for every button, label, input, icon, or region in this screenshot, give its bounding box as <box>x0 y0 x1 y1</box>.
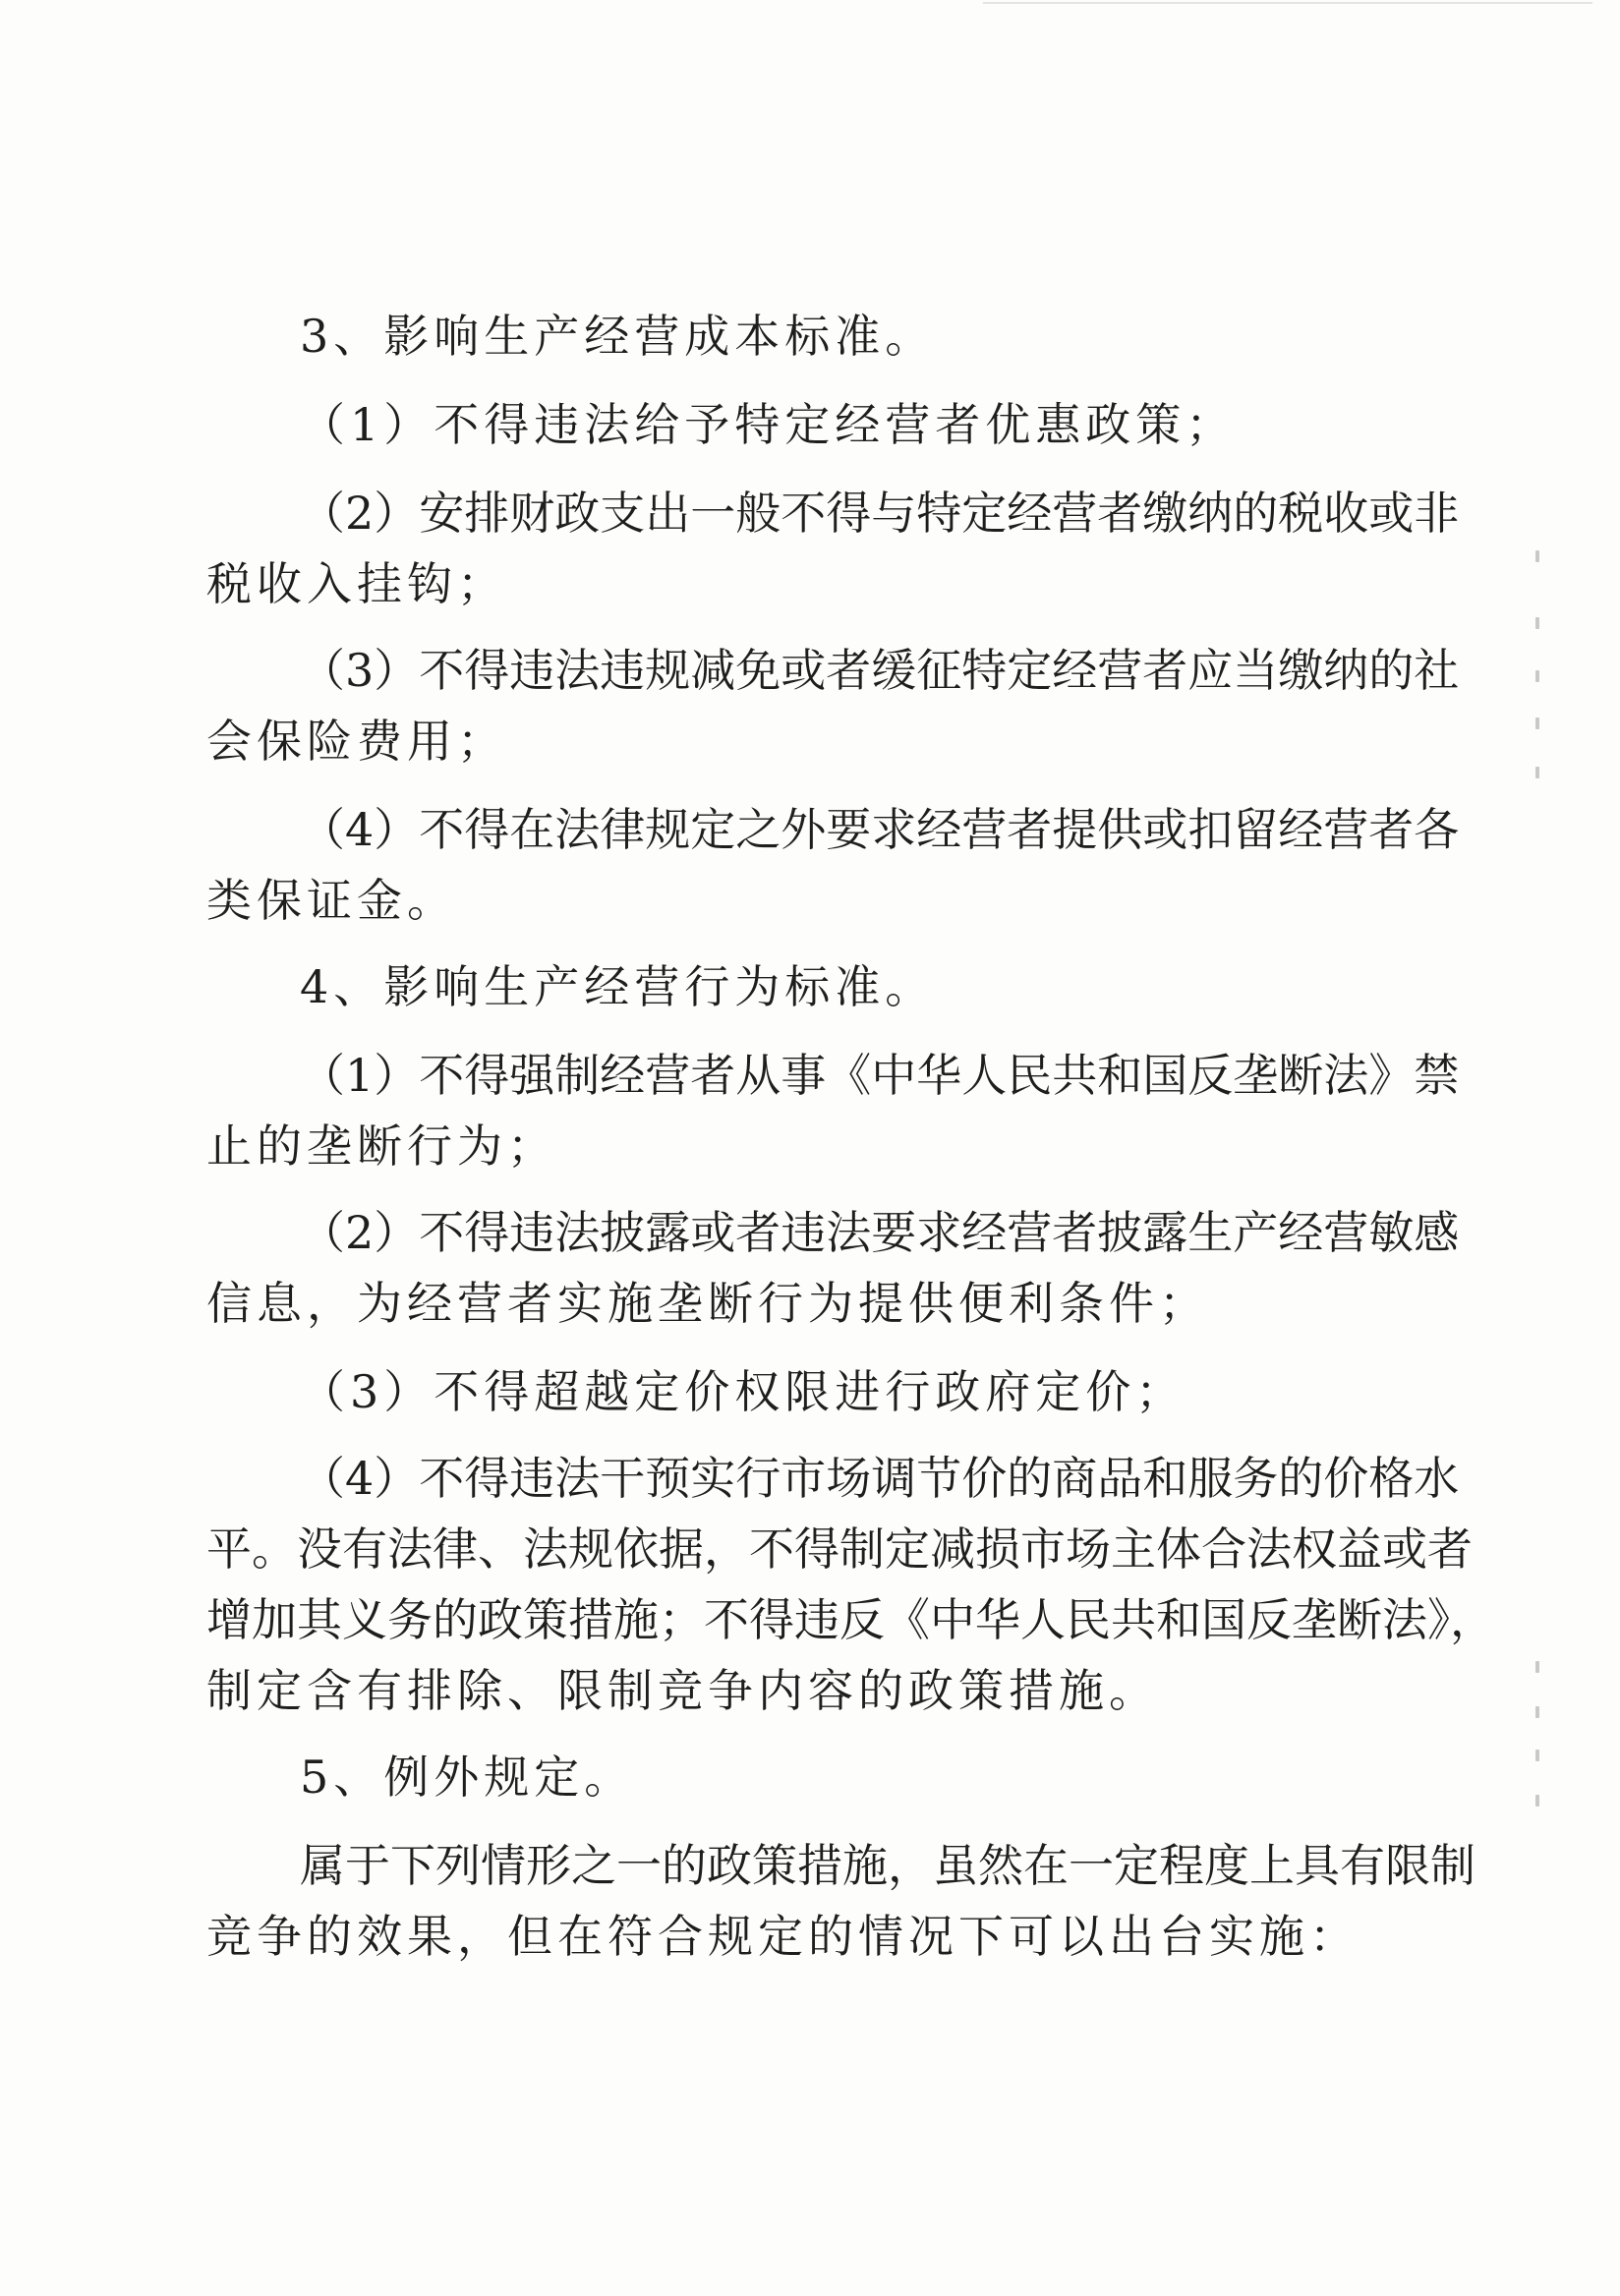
paragraph-line: （2）不得违法披露或者违法要求经营者披露生产经营敏感 <box>300 1206 1460 1259</box>
scan-edge-line <box>983 2 1592 4</box>
paragraph-line: 增加其义务的政策措施；不得违反《中华人民共和国反垄断法》， <box>206 1593 1495 1646</box>
section-heading-3: 3、影响生产经营成本标准。 <box>300 310 936 363</box>
section-heading-5: 5、例外规定。 <box>300 1751 635 1804</box>
scan-mark <box>1535 767 1539 778</box>
paragraph-line: （2）安排财政支出一般不得与特定经营者缴纳的税收或非 <box>300 487 1460 540</box>
paragraph-line: 止的垄断行为； <box>206 1119 557 1173</box>
scan-mark <box>1535 617 1539 629</box>
scan-mark <box>1535 670 1539 682</box>
paragraph-line: 平。没有法律、法规依据，不得制定减损市场主体合法权益或者 <box>206 1522 1473 1576</box>
paragraph-line: （4）不得在法律规定之外要求经营者提供或扣留经营者各 <box>300 803 1460 856</box>
paragraph-line: （3）不得违法违规减免或者缓征特定经营者应当缴纳的社 <box>300 644 1460 697</box>
scan-mark <box>1535 1706 1539 1718</box>
paragraph-line: 类保证金。 <box>206 874 457 927</box>
paragraph-line: （3）不得超越定价权限进行政府定价； <box>300 1365 1186 1418</box>
scan-mark <box>1535 550 1539 562</box>
paragraph-line: （1）不得违法给予特定经营者优惠政策； <box>300 398 1237 451</box>
paragraph-line: 竞争的效果，但在符合规定的情况下可以出台实施： <box>206 1910 1360 1963</box>
paragraph-line: 属于下列情形之一的政策措施，虽然在一定程度上具有限制 <box>300 1839 1475 1892</box>
paragraph-line: （1）不得强制经营者从事《中华人民共和国反垄断法》禁 <box>300 1049 1460 1102</box>
paragraph-line: 信息，为经营者实施垄断行为提供便利条件； <box>206 1277 1209 1330</box>
section-heading-4: 4、影响生产经营行为标准。 <box>300 960 936 1013</box>
paragraph-line: （4）不得违法干预实行市场调节价的商品和服务的价格水 <box>300 1452 1460 1505</box>
scan-mark <box>1535 718 1539 729</box>
scan-mark <box>1535 1795 1539 1807</box>
paragraph-line: 税收入挂钩； <box>206 557 507 610</box>
paragraph-line: 制定含有排除、限制竞争内容的政策措施。 <box>206 1664 1159 1717</box>
scan-mark <box>1535 1750 1539 1761</box>
scan-mark <box>1535 1661 1539 1673</box>
paragraph-line: 会保险费用； <box>206 715 507 768</box>
